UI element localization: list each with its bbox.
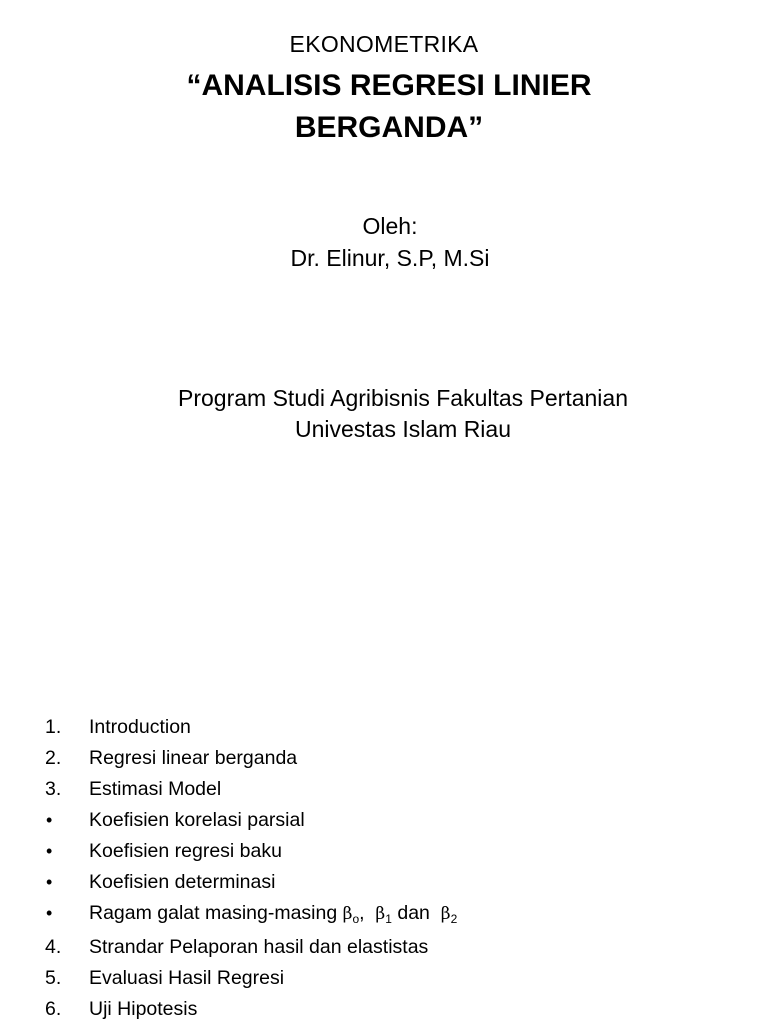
list-item-text: Strandar Pelaporan hasil dan elastistas <box>89 936 429 958</box>
list-item <box>0 712 768 743</box>
list-item-text: Koefisien korelasi parsial <box>89 809 305 831</box>
institution-block <box>0 383 768 445</box>
beta-subscript: 1 <box>385 912 392 926</box>
beta-symbol: β <box>375 904 386 924</box>
document-title <box>154 65 624 149</box>
course-name: EKONOMETRIKA <box>289 31 479 57</box>
bullet-icon: • <box>46 841 53 861</box>
list-item-text: Uji Hipotesis <box>89 998 198 1020</box>
list-item-text: Koefisien regresi baku <box>89 840 282 862</box>
list-marker: 3. <box>45 778 62 800</box>
list-marker: 2. <box>45 747 62 769</box>
list-item-text: Evaluasi Hasil Regresi <box>89 967 285 989</box>
beta-and-word: dan <box>397 902 430 924</box>
list-item-text: Estimasi Model <box>89 778 222 800</box>
title-line-1: “ANALISIS REGRESI LINIER <box>186 69 592 102</box>
bullet-icon: • <box>46 810 53 830</box>
list-item-text: Introduction <box>89 716 191 738</box>
beta-separator: , <box>359 902 365 924</box>
author-name: Dr. Elinur, S.P, M.Si <box>290 245 490 271</box>
list-item <box>0 836 768 867</box>
list-item-text-main: Ragam galat masing-masing <box>89 902 338 924</box>
list-marker: 6. <box>45 998 62 1020</box>
list-item <box>0 963 768 994</box>
list-item <box>0 743 768 774</box>
author-by-label: Oleh: <box>362 213 418 239</box>
title-line-2: BERGANDA” <box>294 111 484 144</box>
bullet-icon: • <box>46 903 53 923</box>
beta-subscript: o <box>352 912 360 926</box>
list-marker: 5. <box>45 967 62 989</box>
list-item <box>0 774 768 805</box>
list-item <box>0 898 768 929</box>
author-block <box>0 210 768 274</box>
beta-subscript: 2 <box>450 912 458 926</box>
list-item <box>0 994 768 1025</box>
list-item <box>0 805 768 836</box>
beta-symbol: β <box>440 904 451 924</box>
beta-symbol: β <box>342 904 353 924</box>
institution-line-1: Program Studi Agribisnis Fakultas Pertanian <box>178 385 628 411</box>
list-item-text <box>89 898 457 930</box>
bullet-icon: • <box>46 872 53 892</box>
list-item-text: Koefisien determinasi <box>89 871 276 893</box>
list-item <box>0 932 768 963</box>
list-item <box>0 867 768 898</box>
list-item-text: Regresi linear berganda <box>89 747 298 769</box>
list-marker: 1. <box>45 716 62 738</box>
list-marker: 4. <box>45 936 62 958</box>
institution-line-2: Univestas Islam Riau <box>294 416 512 442</box>
